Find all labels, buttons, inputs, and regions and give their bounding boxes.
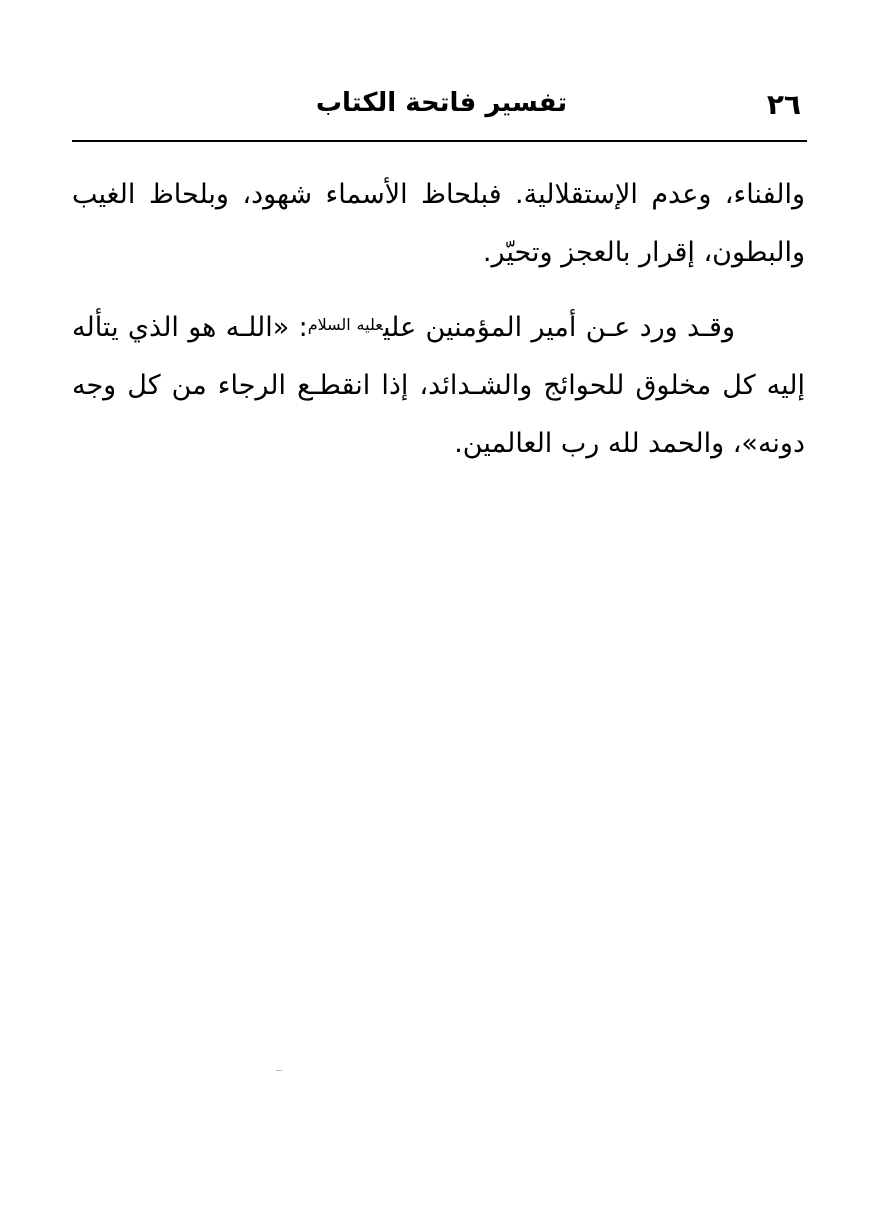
paragraph-2-start: وقـد ورد عـن أمير المؤمنين علي [382, 312, 736, 343]
running-title: تفسير فاتحة الكتاب [315, 88, 568, 118]
header-divider [72, 140, 807, 142]
scan-speck [276, 1070, 282, 1071]
paragraph [72, 166, 805, 282]
paragraph-2-end: : «اللـه هو الذي يتأله إليه كل مخلوق للحوائج والشـدائد، إذا انقطـع الرجاء من كل وجه دونه»، والحمد لله رب العالمين. [72, 312, 805, 459]
page-header [72, 82, 811, 126]
honorific-glyph: عليه السلام [307, 315, 383, 334]
paragraph-1-text: والفناء، وعدم الإستقلالية. فبلحاظ الأسماء شهود، وبلحاظ الغيب والبطون، إقرار بالعجز وتحيّر. [72, 179, 805, 268]
paragraph [72, 296, 805, 473]
page-number: ٢٦ [766, 88, 801, 121]
body-text [72, 166, 805, 487]
